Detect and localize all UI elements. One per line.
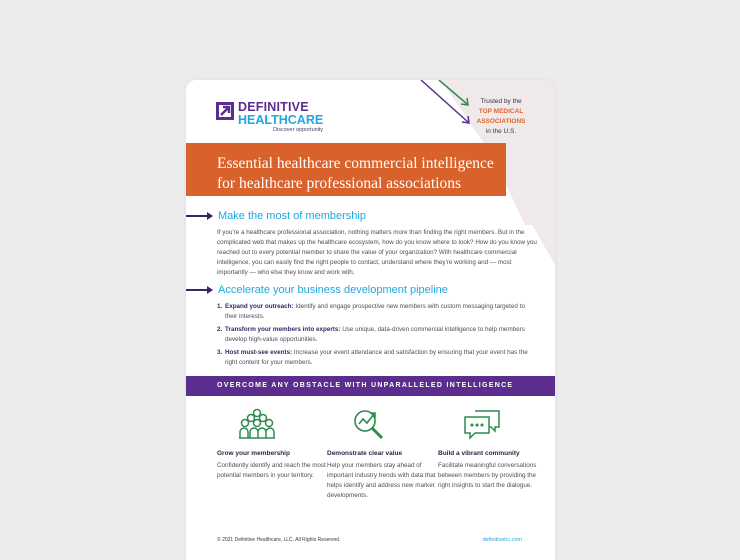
logo-tagline: Discover opportunity (273, 127, 324, 133)
list-item-title: Transform your members into experts: (225, 326, 341, 333)
section-heading-membership (186, 210, 366, 222)
feature-text: Help your members stay ahead of important industry trends with data that helps identify and address new market developments. (327, 462, 436, 499)
list-number: 3. (217, 349, 223, 356)
feature-title: Demonstrate clear value (327, 450, 403, 457)
trusted-highlight: TOP MEDICAL (478, 108, 524, 115)
magnifier-growth-icon (327, 408, 437, 444)
arrow-right-icon (186, 289, 212, 291)
feature-title: Build a vibrant community (438, 450, 520, 457)
website-link[interactable]: definitivehc.com (482, 537, 522, 543)
trusted-highlight: ASSOCIATIONS (476, 118, 526, 125)
logo-wordmark-2: HEALTHCARE (238, 112, 324, 127)
feature-text: Facilitate meaningful conversations between members by providing the right insights to start the dialogue. (438, 462, 537, 489)
section-title: Accelerate your business development pipeline (218, 284, 448, 296)
chat-bubbles-icon (438, 408, 548, 444)
feature-column (217, 408, 327, 481)
section-title: Make the most of membership (218, 210, 366, 222)
feature-column (438, 408, 548, 491)
feature-text: Confidently identify and reach the most potential members in your territory. (217, 462, 326, 479)
company-logo (216, 101, 323, 134)
feature-column (327, 408, 437, 501)
obstacle-bar: OVERCOME ANY OBSTACLE WITH UNPARALLELED INTELLIGENCE (186, 376, 555, 396)
trusted-line: in the U.S. (485, 128, 517, 135)
title-line: Essential healthcare commercial intelligence (217, 155, 494, 172)
list-number: 2. (217, 326, 223, 333)
list-item (217, 302, 537, 322)
list-number: 1. (217, 303, 223, 310)
list-item (217, 325, 537, 345)
trusted-badge (467, 97, 535, 137)
feature-title: Grow your membership (217, 450, 290, 457)
list-item-text: Increase your event attendance and satisfaction by ensuring that your event has the right content for your members. (225, 349, 528, 366)
document-page (186, 80, 555, 560)
list-item-text: Identify and engage prospective new members with custom messaging targeted to their interests. (225, 303, 525, 320)
logo-arrow-icon (216, 102, 234, 120)
list-item-text: Use unique, data-driven commercial intelligence to help members develop high-value opportunities. (225, 326, 525, 343)
title-banner (186, 143, 506, 196)
logo-wordmark-1: DEFINITIVE (238, 100, 309, 114)
copyright: © 2021 Definitive Healthcare, LLC. All Rights Reserved. (217, 537, 341, 543)
title-line: for healthcare professional associations (217, 175, 462, 192)
list-item-title: Expand your outreach: (225, 303, 294, 310)
trusted-line: Trusted by the (480, 98, 522, 105)
membership-paragraph: If you're a healthcare professional association, nothing matters more than finding the right members. But in the complicated web that makes up the healthcare ecosystem, how do you know where to look? How do you know you reached out to every potential member to share the value of your organization? With healthcare commercial intelligence, you can easily find the right people to contact, understand where they're working and — most importantly — who else they know and work with. (217, 229, 537, 276)
group-icon (217, 408, 327, 444)
section-heading-pipeline (186, 284, 448, 296)
pipeline-list (217, 302, 537, 371)
arrow-right-icon (186, 215, 212, 217)
list-item (217, 348, 537, 368)
list-item-title: Host must-see events: (225, 349, 293, 356)
